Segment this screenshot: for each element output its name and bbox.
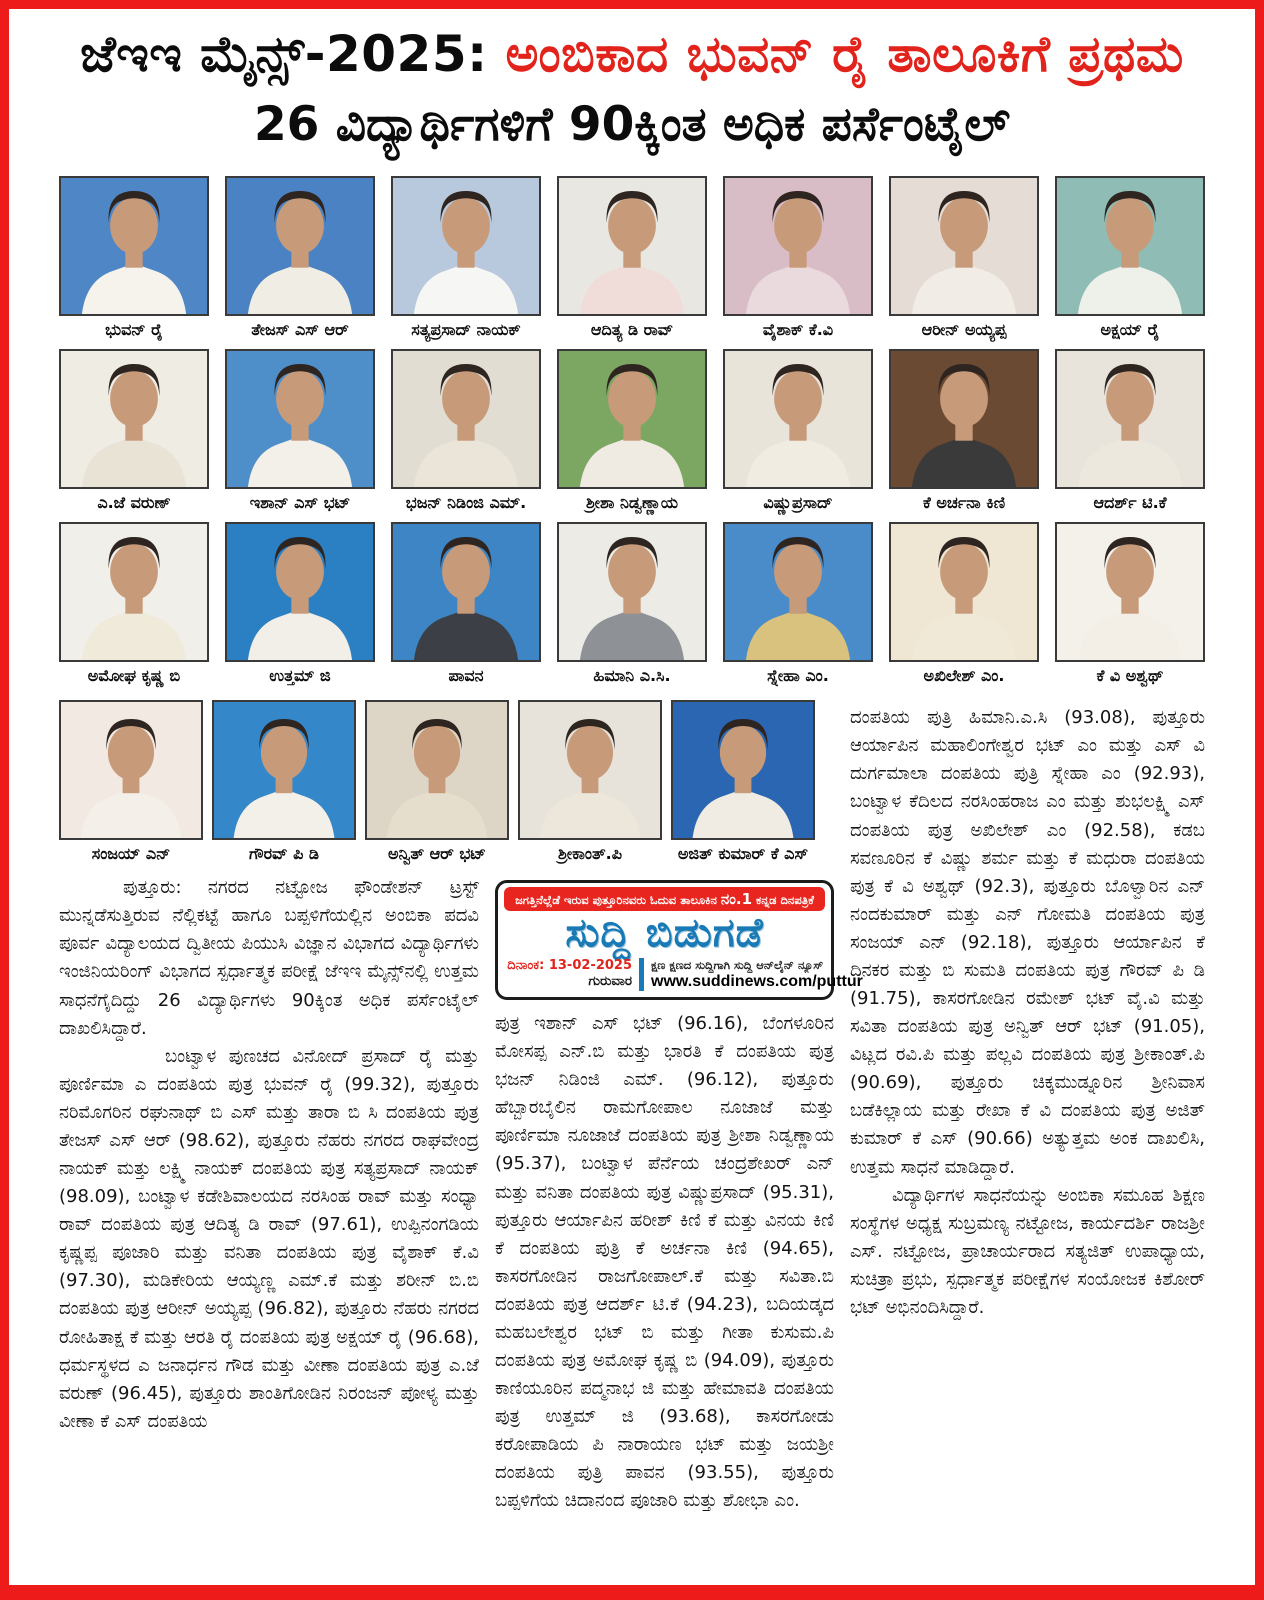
student-photo-cell: [1055, 176, 1205, 340]
student-name: ಸತ್ಯಪ್ರಸಾದ್ ನಾಯಕ್: [411, 320, 521, 340]
student-photo-cell: [225, 522, 375, 686]
student-photo-cell: [518, 700, 662, 864]
article-left-zone: [59, 700, 863, 1515]
student-name: ಹಿಮಾನಿ ಎ.ಸಿ.: [593, 666, 671, 686]
person-silhouette-icon: [393, 178, 539, 314]
student-photo: [889, 176, 1039, 316]
student-photo-cell: [365, 700, 509, 864]
student-photo-cell: [889, 522, 1039, 686]
student-photo-cell: [889, 349, 1039, 513]
student-photo: [518, 700, 662, 840]
masthead-footer: [504, 958, 863, 991]
student-name: ಗೌರವ್ ಪಿ ಡಿ: [248, 844, 319, 864]
person-silhouette-icon: [227, 524, 373, 660]
student-name: ಆದರ್ಶ್ ಟಿ.ಕೆ: [1093, 493, 1167, 513]
student-photo-cell: [1055, 349, 1205, 513]
article-bottom-zone: [59, 700, 1205, 1515]
student-photo-cell: [225, 349, 375, 513]
student-name: ವೈಶಾಕ್ ಕೆ.ವಿ: [762, 320, 834, 340]
student-photo: [365, 700, 509, 840]
student-photo-cell: [1055, 522, 1205, 686]
tagline-text: ಕನ್ನಡ ದಿನಪತ್ರಿಕೆ: [752, 893, 814, 908]
student-name: ಎ.ಜೆ ವರುಣ್: [97, 493, 171, 513]
student-photo: [225, 176, 375, 316]
student-photo-cell: [59, 522, 209, 686]
student-photo-cell: [723, 522, 873, 686]
student-photo: [391, 349, 541, 489]
student-photo: [59, 522, 209, 662]
tagline-no1: ನಂ.1: [720, 890, 753, 909]
student-photo: [671, 700, 815, 840]
headline-line2: 26 ವಿದ್ಯಾರ್ಥಿಗಳಿಗೆ 90ಕ್ಕಿಂತ ಅಧಿಕ ಪರ್ಸೆಂಟೈಲ್: [253, 96, 1011, 152]
student-photo-cell: [391, 522, 541, 686]
student-photo-cell: [723, 176, 873, 340]
masthead-date: ದಿನಾಂಕ: 13-02-2025: [507, 958, 632, 974]
person-silhouette-icon: [725, 524, 871, 660]
student-photo-cell: [59, 349, 209, 513]
person-silhouette-icon: [725, 351, 871, 487]
person-silhouette-icon: [559, 351, 705, 487]
person-silhouette-icon: [1057, 524, 1203, 660]
student-photo-cell: [391, 349, 541, 513]
person-silhouette-icon: [393, 524, 539, 660]
headline-line1: [59, 23, 1205, 86]
person-silhouette-icon: [61, 524, 207, 660]
photo-grid-bottom: [59, 700, 834, 864]
masthead-website: www.suddinews.com/puttur: [651, 973, 863, 991]
student-name: ಭಜನ್ ನಿಡಿಂಜಿ ಎಮ್.: [405, 493, 527, 513]
student-name: ಸ್ನೇಹಾ ಎಂ.: [767, 666, 829, 686]
person-silhouette-icon: [891, 351, 1037, 487]
student-photo-cell: [671, 700, 815, 864]
student-photo-cell: [59, 176, 209, 340]
masthead-day: ಗುರುವಾರ: [588, 973, 632, 990]
person-silhouette-icon: [1057, 178, 1203, 314]
student-photo: [225, 522, 375, 662]
student-photo: [889, 349, 1039, 489]
person-silhouette-icon: [61, 351, 207, 487]
student-name: ಸಂಜಯ್ ಎನ್: [91, 844, 171, 864]
article-column-left: [59, 874, 479, 1515]
student-name: ಅಕ್ಷಯ್ ರೈ: [1100, 320, 1160, 340]
student-name: ಶ್ರೀಶಾ ನಿಡ್ವಣ್ಣಾಯ: [585, 493, 679, 513]
headline: [59, 23, 1205, 154]
student-photo: [723, 349, 873, 489]
person-silhouette-icon: [520, 702, 660, 838]
student-photo: [212, 700, 356, 840]
masthead-promo: ಕ್ಷಣ ಕ್ಷಣದ ಸುದ್ದಿಗಾಗಿ ಸುದ್ದಿ ಆನ್‌ಲೈನ್ ನ್ಯೂಸ್: [651, 958, 824, 973]
tagline-text: ಜಗತ್ತಿನೆಲ್ಲೆಡೆ ಇರುವ ಪುತ್ತೂರಿನವರು ಓದುವ ತಾಲೂಕಿನ: [515, 893, 721, 908]
person-silhouette-icon: [214, 702, 354, 838]
headline-prefix: ಜೆಇಇ ಮೈನ್ಸ್-2025:: [80, 25, 506, 83]
student-photo-cell: [225, 176, 375, 340]
student-photo-cell: [391, 176, 541, 340]
student-photo: [391, 176, 541, 316]
article-paragraph: ಬಂಟ್ವಾಳ ಪುಣಚದ ವಿನೋದ್ ಪ್ರಸಾದ್ ರೈ ಮತ್ತು ಪೂರ್ಣಿಮಾ ಎ ದಂಪತಿಯ ಪುತ್ರ ಭುವನ್ ರೈ (99.32), ಪುತ್ತೂರು ನರಿಮೊಗರಿನ ರಘುನಾಥ್ ಬಿ ಎಸ್ ಮತ್ತು ತಾರಾ ಬಿ ಸಿ ದಂಪತಿಯ ಪುತ್ರ ತೇಜಸ್ ಎಸ್ ಆರ್ (98.62), ಪುತ್ತೂರು ನೆಹರು ನಗರದ ರಾಘವೇಂದ್ರ ನಾಯಕ್ ಮತ್ತು ಲಕ್ಷ್ಮಿ ನಾಯಕ್ ದಂಪತಿಯ ಪುತ್ರ ಸತ್ಯಪ್ರಸಾದ್ ನಾಯಕ್ (98.09), ಬಂಟ್ವಾಳ ಕಡೇಶಿವಾಲಯದ ನರಸಿಂಹ ರಾವ್ ಮತ್ತು ಸಂಧ್ಯಾ ರಾವ್ ದಂಪತಿಯ ಪುತ್ರ ಆದಿತ್ಯ ಡಿ ರಾವ್ (97.61), ಉಪ್ಪಿನಂಗಡಿಯ ಕೃಷ್ಣಪ್ಪ ಪೂಜಾರಿ ಮತ್ತು ವನಿತಾ ದಂಪತಿಯ ಪುತ್ರ ವೈಶಾಕ್ ಕೆ.ವಿ (97.30), ಮಡಿಕೇರಿಯ ಆಯ್ಯಣ್ಣ ಎಮ್.ಕೆ ಮತ್ತು ಶರೀನ್ ಬಿ.ಬಿ ದಂಪತಿಯ ಪುತ್ರ ಆರೀನ್ ಅಯ್ಯಪ್ಪ (96.82), ಪುತ್ತೂರು ನೆಹರು ನಗರದ ರೋಹಿತಾಕ್ಷ ಕೆ ಮತ್ತು ಆರತಿ ರೈ ದಂಪತಿಯ ಪುತ್ರ ಅಕ್ಷಯ್ ರೈ (96.68), ಧರ್ಮಸ್ಥಳದ ಎ ಜನಾರ್ಧನ ಗೌಡ ಮತ್ತು ವೀಣಾ ದಂಪತಿಯ ಪುತ್ರ ಎ.ಜೆ ವರುಣ್ (96.45), ಪುತ್ತೂರು ಶಾಂತಿಗೋಡಿನ ನಿರಂಜನ್ ಪೋಳ್ಯ ಮತ್ತು ವೀಣಾ ಕೆ ಎಸ್ ದಂಪತಿಯ: [59, 1045, 479, 1432]
student-photo-cell: [212, 700, 356, 864]
student-name: ಕೆ ವಿ ಅಶ್ವಥ್: [1096, 666, 1164, 686]
article-paragraph: ವಿದ್ಯಾರ್ಥಿಗಳ ಸಾಧನೆಯನ್ನು ಅಂಬಿಕಾ ಸಮೂಹ ಶಿಕ್ಷಣ ಸಂಸ್ಥೆಗಳ ಅಧ್ಯಕ್ಷ ಸುಬ್ರಮಣ್ಯ ನಟ್ಟೋಜ, ಕಾರ್ಯದರ್ಶಿ ರಾಜಶ್ರೀ ಎಸ್. ನಟ್ಟೋಜ, ಪ್ರಾಚಾರ್ಯರಾದ ಸತ್ಯಜಿತ್ ಉಪಾಧ್ಯಾಯ, ಸುಚಿತ್ರಾ ಪ್ರಭು, ಸ್ಪರ್ಧಾತ್ಮಕ ಪರೀಕ್ಷೆಗಳ ಸಂಯೋಜಕ ಕಿಶೋರ್ ಭಟ್ ಅಭಿನಂದಿಸಿದ್ದಾರೆ.: [850, 1184, 1205, 1318]
student-photo: [225, 349, 375, 489]
article-middle-text: [495, 1010, 834, 1515]
person-silhouette-icon: [891, 524, 1037, 660]
student-photo: [59, 700, 203, 840]
article-paragraph: ದಂಪತಿಯ ಪುತ್ರಿ ಹಿಮಾನಿ.ಎ.ಸಿ (93.08), ಪುತ್ತೂರು ಆರ್ಯಾಪಿನ ಮಹಾಲಿಂಗೇಶ್ವರ ಭಟ್ ಎಂ ಮತ್ತು ಎಸ್ ವಿ ದುರ್ಗಮಾಲಾ ದಂಪತಿಯ ಪುತ್ರಿ ಸ್ನೇಹಾ ಎಂ (92.93), ಬಂಟ್ವಾಳ ಕೆದಿಲದ ನರಸಿಂಹರಾಜ ಎಂ ಮತ್ತು ಶುಭಲಕ್ಷ್ಮಿ ಎಸ್ ದಂಪತಿಯ ಪುತ್ರ ಅಖಿಲೇಶ್ ಎಂ (92.58), ಕಡಬ ಸವಣೂರಿನ ಕೆ ವಿಷ್ಣು ಶರ್ಮ ಮತ್ತು ಕೆ ಮಧುರಾ ದಂಪತಿಯ ಪುತ್ರ ಕೆ ವಿ ಅಶ್ವಥ್ (92.3), ಪುತ್ತೂರು ಬೊಳ್ವಾರಿನ ಎನ್ ನಂದಕುಮಾರ್ ಮತ್ತು ಎನ್ ಗೋಮತಿ ದಂಪತಿಯ ಪುತ್ರ ಸಂಜಯ್ ಎನ್ (92.18), ಪುತ್ತೂರು ಆರ್ಯಾಪಿನ ಕೆ ದಿನಕರ ಮತ್ತು ಬಿ ಸುಮತಿ ದಂಪತಿಯ ಪುತ್ರ ಗೌರವ್ ಪಿ ಡಿ (91.75), ಕಾಸರಗೋಡಿನ ರಮೇಶ್ ಭಟ್ ವೈ.ವಿ ಮತ್ತು ಸವಿತಾ ದಂಪತಿಯ ಪುತ್ರ ಅನ್ವಿತ್ ಆರ್ ಭಟ್ (91.05), ವಿಟ್ಲದ ರವಿ.ಪಿ ಮತ್ತು ಪಲ್ಲವಿ ದಂಪತಿಯ ಪುತ್ರ ಶ್ರೀಕಾಂತ್.ಪಿ (90.69), ಪುತ್ತೂರು ಚಿಕ್ಕಮುಡ್ನೂರಿನ ಶ್ರೀನಿವಾಸ ಬಡೆಕಿಲ್ಲಾಯ ಮತ್ತು ರೇಖಾ ಕೆ ವಿ ದಂಪತಿಯ ಪುತ್ರ ಅಜಿತ್ ಕುಮಾರ್ ಕೆ ಎಸ್ (90.66) ಅತ್ಯುತ್ತಮ ಅಂಕ ದಾಖಲಿಸಿ, ಉತ್ತಮ ಸಾಧನೆ ಮಾಡಿದ್ದಾರೆ.: [850, 707, 1205, 1178]
student-name: ಇಶಾನ್ ಎಸ್ ಭಟ್: [249, 493, 351, 513]
student-name: ಶ್ರೀಕಾಂತ್.ಪಿ: [557, 844, 622, 864]
person-silhouette-icon: [367, 702, 507, 838]
student-photo-cell: [557, 349, 707, 513]
student-photo: [1055, 522, 1205, 662]
student-photo: [391, 522, 541, 662]
article-column-right: [850, 700, 1205, 1515]
person-silhouette-icon: [1057, 351, 1203, 487]
photo-row: [59, 349, 1205, 513]
person-silhouette-icon: [227, 178, 373, 314]
student-photo: [1055, 349, 1205, 489]
student-photo: [889, 522, 1039, 662]
photo-row: [59, 700, 834, 864]
student-photo-cell: [557, 176, 707, 340]
suddi-bidugade-masthead: [495, 880, 863, 1000]
student-name: ಅಜಿತ್ ಕುಮಾರ್ ಕೆ ಎಸ್: [677, 844, 809, 864]
student-photo: [1055, 176, 1205, 316]
student-photo-cell: [723, 349, 873, 513]
student-photo: [723, 522, 873, 662]
student-name: ತೇಜಸ್ ಎಸ್ ಆರ್: [251, 320, 349, 340]
student-photo: [59, 176, 209, 316]
masthead-date-block: [504, 958, 639, 991]
person-silhouette-icon: [559, 524, 705, 660]
student-photo-cell: [557, 522, 707, 686]
student-photo: [557, 349, 707, 489]
person-silhouette-icon: [891, 178, 1037, 314]
photo-row: [59, 522, 1205, 686]
photo-grid-top: [59, 176, 1205, 686]
student-name: ವಿಷ್ಣುಪ್ರಸಾದ್: [763, 493, 833, 513]
headline-main: ಅಂಬಿಕಾದ ಭುವನ್ ರೈ ತಾಲೂಕಿಗೆ ಪ್ರಥಮ: [505, 25, 1184, 83]
student-photo: [723, 176, 873, 316]
student-name: ಉತ್ತಮ್ ಜಿ: [269, 666, 331, 686]
person-silhouette-icon: [227, 351, 373, 487]
student-name: ಭುವನ್ ರೈ: [105, 320, 163, 340]
student-photo-cell: [59, 700, 203, 864]
masthead-online-block: [644, 958, 863, 991]
student-name: ಆದಿತ್ಯ ಡಿ ರಾವ್: [590, 320, 674, 340]
student-photo: [59, 349, 209, 489]
masthead-title: ಸುದ್ದಿ ಬಿಡುಗಡೆ: [565, 910, 764, 957]
article-column-middle: [495, 874, 863, 1515]
student-name: ಆರೀನ್ ಅಯ್ಯಪ್ಪ: [921, 320, 1007, 340]
masthead-tagline: [504, 887, 825, 911]
photo-row: [59, 176, 1205, 340]
student-name: ಅಮೋಘ ಕೃಷ್ಣ ಬಿ: [87, 666, 181, 686]
person-silhouette-icon: [559, 178, 705, 314]
person-silhouette-icon: [725, 178, 871, 314]
student-name: ಅನ್ವಿತ್ ಆರ್ ಭಟ್: [388, 844, 486, 864]
person-silhouette-icon: [61, 178, 207, 314]
person-silhouette-icon: [61, 702, 201, 838]
student-photo: [557, 522, 707, 662]
student-photo: [557, 176, 707, 316]
article-text-columns: [59, 874, 863, 1515]
student-photo-cell: [889, 176, 1039, 340]
student-name: ಕೆ ಅರ್ಚನಾ ಕಿಣಿ: [922, 493, 1006, 513]
article-paragraph: ಪುತ್ರ ಇಶಾನ್ ಎಸ್ ಭಟ್ (96.16), ಬೆಂಗಳೂರಿನ ಮೋಸಪ್ಪ ಎನ್.ಬಿ ಮತ್ತು ಭಾರತಿ ಕೆ ದಂಪತಿಯ ಪುತ್ರ ಭಜನ್ ನಿಡಿಂಜಿ ಎಮ್. (96.12), ಪುತ್ತೂರು ಹೆಬ್ಬಾರಬೈಲಿನ ರಾಮಗೋಪಾಲ ನೂಜಾಜೆ ಮತ್ತು ಪೂರ್ಣಿಮಾ ನೂಜಾಜೆ ದಂಪತಿಯ ಪುತ್ರ ಶ್ರೀಶಾ ನಿಡ್ವಣ್ಣಾಯ (95.37), ಬಂಟ್ವಾಳ ಪೆರ್ನೆಯ ಚಂದ್ರಶೇಖರ್ ಎನ್ ಮತ್ತು ವನಿತಾ ದಂಪತಿಯ ಪುತ್ರ ವಿಷ್ಣುಪ್ರಸಾದ್ (95.31), ಪುತ್ತೂರು ಆರ್ಯಾಪಿನ ಹರೀಶ್ ಕಿಣಿ ಕೆ ಮತ್ತು ವಿನಯ ಕಿಣಿ ಕೆ ದಂಪತಿಯ ಪುತ್ರಿ ಕೆ ಅರ್ಚನಾ ಕಿಣಿ (94.65), ಕಾಸರಗೋಡಿನ ರಾಜಗೋಪಾಲ್.ಕೆ ಮತ್ತು ಸವಿತಾ.ಬಿ ದಂಪತಿಯ ಪುತ್ರ ಆದರ್ಶ್ ಟಿ.ಕೆ (94.23), ಬದಿಯಡ್ಕದ ಮಹಬಲೇಶ್ವರ ಭಟ್ ಬಿ ಮತ್ತು ಗೀತಾ ಕುಸುಮ.ಪಿ ದಂಪತಿಯ ಪುತ್ರ ಅಮೋಘ ಕೃಷ್ಣ ಬಿ (94.09), ಪುತ್ತೂರು ಕಾಣಿಯೂರಿನ ಪದ್ಮನಾಭ ಜಿ ಮತ್ತು ಹೇಮಾವತಿ ದಂಪತಿಯ ಪುತ್ರ ಉತ್ತಮ್ ಜಿ (93.68), ಕಾಸರಗೋಡು ಕರೋಪಾಡಿಯ ಪಿ ನಾರಾಯಣ ಭಟ್ ಮತ್ತು ಜಯಶ್ರೀ ದಂಪತಿಯ ಪುತ್ರಿ ಪಾವನ (93.55), ಪುತ್ತೂರು ಬಪ್ಪಳಿಗೆಯ ಚಿದಾನಂದ ಪೂಜಾರಿ ಮತ್ತು ಶೋಭಾ ಎಂ.: [495, 1013, 834, 1512]
person-silhouette-icon: [673, 702, 813, 838]
person-silhouette-icon: [393, 351, 539, 487]
student-name: ಪಾವನ: [448, 666, 484, 686]
student-name: ಅಖಿಲೇಶ್ ಎಂ.: [923, 666, 1005, 686]
article-paragraph: ಪುತ್ತೂರು: ನಗರದ ನಟ್ಟೋಜ ಫೌಂಡೇಶನ್ ಟ್ರಸ್ಟ್ ಮುನ್ನಡೆಸುತ್ತಿರುವ ನೆಲ್ಲಿಕಟ್ಟೆ ಹಾಗೂ ಬಪ್ಪಳಿಗೆಯಲ್ಲಿನ ಅಂಬಿಕಾ ಪದವಿ ಪೂರ್ವ ವಿದ್ಯಾಲಯದ ದ್ವಿತೀಯ ಪಿಯುಸಿ ವಿಜ್ಞಾನ ವಿಭಾಗದ ವಿದ್ಯಾರ್ಥಿಗಳು ಇಂಜಿನಿಯರಿಂಗ್ ವಿಭಾಗದ ಸ್ಪರ್ಧಾತ್ಮಕ ಪರೀಕ್ಷೆ ಜೆಇಇ ಮೈನ್ಸ್‌ನಲ್ಲಿ ಉತ್ತಮ ಸಾಧನೆಗೈದಿದ್ದು 26 ವಿದ್ಯಾರ್ಥಿಗಳು 90ಕ್ಕಿಂತ ಅಧಿಕ ಪರ್ಸೆಂಟೈಲ್ ದಾಖಲಿಸಿದ್ದಾರೆ.: [59, 877, 479, 1039]
